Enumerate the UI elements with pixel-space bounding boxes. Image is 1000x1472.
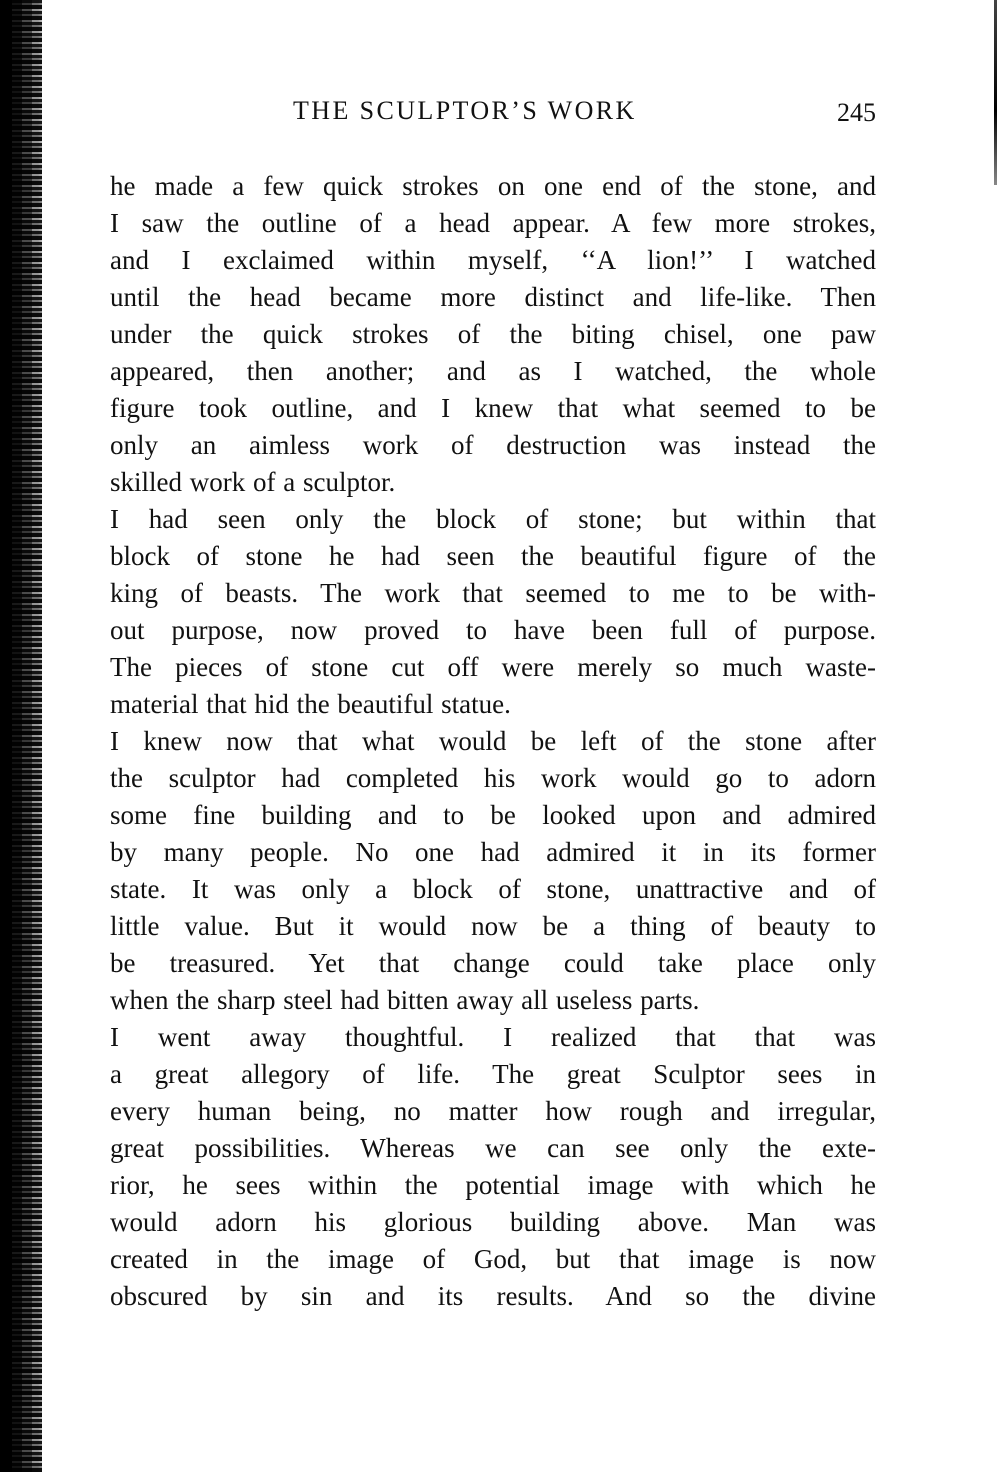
- text-line: state. It was only a block of stone, unattractive and of: [110, 874, 876, 904]
- paragraph: [110, 501, 876, 723]
- text-line: king of beasts. The work that seemed to me to be with-: [110, 578, 876, 608]
- page-number: 245: [837, 98, 876, 127]
- text-line: under the quick strokes of the biting chisel, one paw: [110, 319, 876, 349]
- text-line: I saw the outline of a head appear. A few more strokes,: [110, 208, 876, 238]
- text-line: would adorn his glorious building above. Man was: [110, 1207, 876, 1237]
- paragraph: [110, 723, 876, 1019]
- text-line: The pieces of stone cut off were merely so much waste-: [110, 652, 876, 682]
- text-line: appeared, then another; and as I watched, the whole: [110, 356, 876, 386]
- text-line: block of stone he had seen the beautiful figure of the: [110, 541, 876, 571]
- text-line: be treasured. Yet that change could take place only: [110, 948, 876, 978]
- text-line: out purpose, now proved to have been full of purpose.: [110, 615, 876, 645]
- running-title: THE SCULPTOR’S WORK: [293, 96, 637, 125]
- text-line: every human being, no matter how rough and irregular,: [110, 1096, 876, 1126]
- scanned-page-edge-right: [994, 0, 997, 185]
- text-line: created in the image of God, but that image is now: [110, 1244, 876, 1274]
- text-line: little value. But it would now be a thing of beauty to: [110, 911, 876, 941]
- text-line: until the head became more distinct and life-like. Then: [110, 282, 876, 312]
- text-line: the sculptor had completed his work would go to adorn: [110, 763, 876, 793]
- text-line: obscured by sin and its results. And so the divine: [110, 1281, 876, 1311]
- paragraph: [110, 1019, 876, 1315]
- text-line: when the sharp steel had bitten away all useless parts.: [110, 985, 700, 1015]
- text-line: great possibilities. Whereas we can see only the exte-: [110, 1133, 876, 1163]
- body-text: [110, 168, 876, 1315]
- text-line: and I exclaimed within myself, ‘‘A lion!’’ I watched: [110, 245, 876, 275]
- text-line: material that hid the beautiful statue.: [110, 689, 511, 719]
- paragraph: [110, 168, 876, 501]
- text-line: he made a few quick strokes on one end of the stone, and: [110, 171, 876, 201]
- page-header: [110, 96, 876, 132]
- text-line: by many people. No one had admired it in its former: [110, 837, 876, 867]
- text-line: I had seen only the block of stone; but within that: [110, 504, 876, 534]
- text-line: a great allegory of life. The great Sculptor sees in: [110, 1059, 876, 1089]
- text-line: skilled work of a sculptor.: [110, 467, 396, 497]
- text-line: rior, he sees within the potential image with which he: [110, 1170, 876, 1200]
- text-line: only an aimless work of destruction was instead the: [110, 430, 876, 460]
- text-line: some fine building and to be looked upon and admired: [110, 800, 876, 830]
- text-line: I knew now that what would be left of the stone after: [110, 726, 876, 756]
- scanned-page-edge-left: [0, 0, 42, 1472]
- text-line: figure took outline, and I knew that what seemed to be: [110, 393, 876, 423]
- text-line: I went away thoughtful. I realized that that was: [110, 1022, 876, 1052]
